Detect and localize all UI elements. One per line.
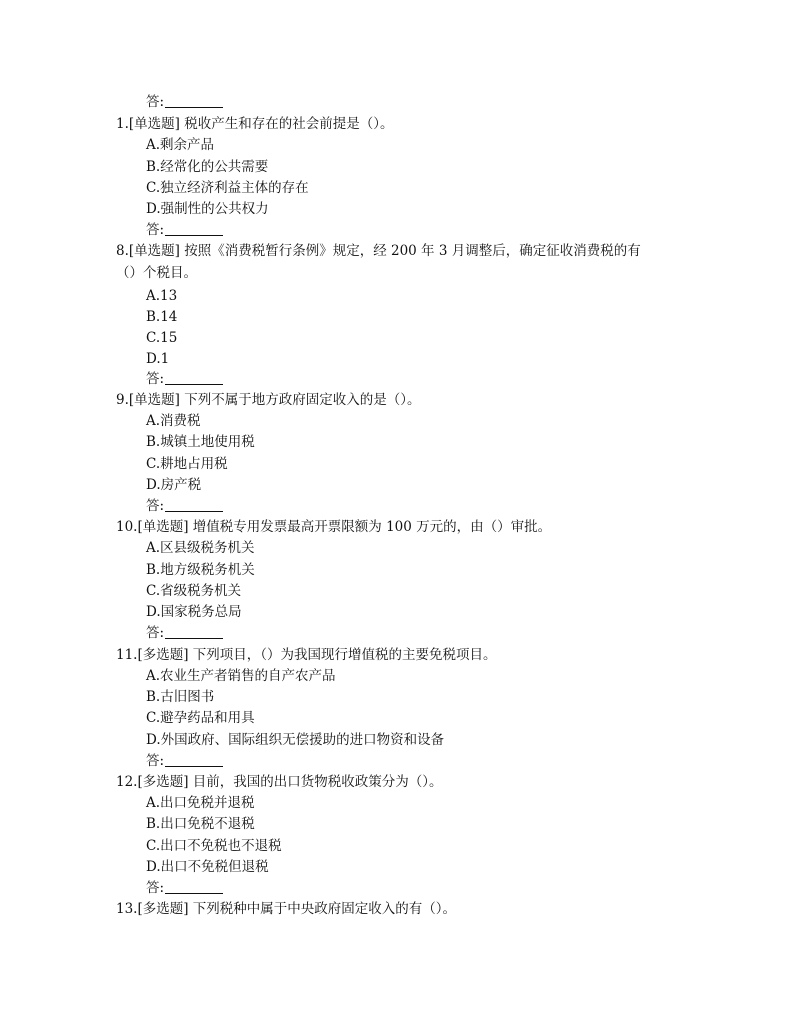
- answer-label: 答:: [146, 94, 165, 110]
- option-d: D.房产税: [146, 477, 202, 493]
- question-stem-continued: （）个税目。: [116, 265, 197, 281]
- option-c: C.出口不免税也不退税: [146, 838, 282, 854]
- option-a: A.农业生产者销售的自产农产品: [146, 668, 336, 684]
- option-a: A.消费税: [146, 413, 201, 429]
- option-b: B.出口免税不退税: [146, 816, 255, 832]
- answer-line: [146, 624, 223, 642]
- answer-label: 答:: [146, 371, 165, 387]
- answer-label: 答:: [146, 625, 165, 641]
- question-stem: 1.[单选题] 税收产生和存在的社会前提是（）。: [116, 116, 394, 132]
- answer-line: [146, 879, 223, 897]
- option-d: D.外国政府、国际组织无偿援助的进口物资和设备: [146, 732, 445, 748]
- option-d: D.国家税务总局: [146, 604, 242, 620]
- option-d: D.强制性的公共权力: [146, 201, 269, 217]
- answer-blank: [165, 757, 223, 767]
- option-b: B.地方级税务机关: [146, 562, 255, 578]
- answer-label: 答:: [146, 222, 165, 238]
- option-a: A.13: [146, 288, 178, 304]
- answer-line: [146, 497, 223, 515]
- question-stem: 12.[多选题] 目前，我国的出口货物税收政策分为（）。: [116, 774, 443, 790]
- answer-blank: [165, 226, 223, 236]
- option-b: B.14: [146, 309, 178, 325]
- answer-blank: [165, 98, 223, 108]
- option-a: A.出口免税并退税: [146, 795, 255, 811]
- answer-line: [146, 370, 223, 388]
- answer-blank: [165, 502, 223, 512]
- option-c: C.省级税务机关: [146, 583, 242, 599]
- question-stem: 10.[单选题] 增值税专用发票最高开票限额为 100 万元的，由（）审批。: [116, 519, 552, 535]
- question-stem: 8.[单选题] 按照《消费税暂行条例》规定，经 200 年 3 月调整后，确定征收消费税的有: [116, 243, 641, 259]
- answer-line: [146, 93, 223, 111]
- answer-label: 答:: [146, 498, 165, 514]
- option-b: B.经常化的公共需要: [146, 159, 269, 175]
- option-b: B.古旧图书: [146, 689, 215, 705]
- option-d: D.1: [146, 351, 170, 367]
- answer-blank: [165, 884, 223, 894]
- answer-label: 答:: [146, 880, 165, 896]
- option-a: A.剩余产品: [146, 137, 215, 153]
- answer-line: [146, 752, 223, 770]
- question-stem: 11.[多选题] 下列项目，（）为我国现行增值税的主要免税项目。: [116, 647, 497, 663]
- question-stem: 13.[多选题] 下列税种中属于中央政府固定收入的有（）。: [116, 901, 457, 917]
- option-c: C.耕地占用税: [146, 456, 228, 472]
- option-c: C.独立经济利益主体的存在: [146, 180, 309, 196]
- question-stem: 9.[单选题] 下列不属于地方政府固定收入的是（）。: [116, 392, 421, 408]
- answer-label: 答:: [146, 753, 165, 769]
- option-c: C.避孕药品和用具: [146, 710, 255, 726]
- answer-blank: [165, 629, 223, 639]
- option-d: D.出口不免税但退税: [146, 859, 269, 875]
- answer-line: [146, 221, 223, 239]
- answer-blank: [165, 375, 223, 385]
- option-b: B.城镇土地使用税: [146, 434, 255, 450]
- option-c: C.15: [146, 330, 178, 346]
- option-a: A.区县级税务机关: [146, 540, 255, 556]
